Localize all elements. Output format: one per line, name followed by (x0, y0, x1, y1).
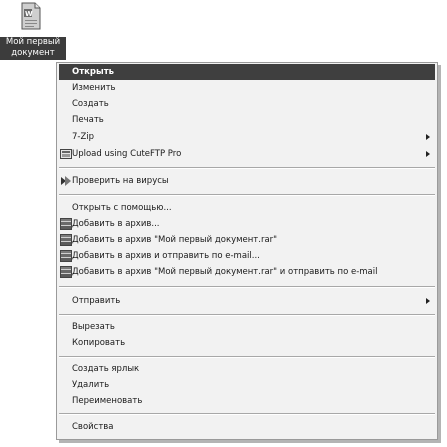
svg-text:W: W (25, 10, 33, 18)
menu-separator (59, 314, 435, 316)
menu-item-label: Upload using CuteFTP Pro (72, 149, 182, 159)
desktop-file-icon[interactable] (0, 0, 68, 62)
winrar-archive-icon (60, 218, 72, 230)
menu-item-edit[interactable] (59, 80, 435, 96)
desktop-icon-label: Мой первый документ (0, 37, 66, 60)
menu-item-cut[interactable] (59, 319, 435, 335)
menu-item-label: Добавить в архив... (72, 219, 160, 229)
menu-item-label: Проверить на вирусы (72, 176, 169, 186)
menu-separator (59, 356, 435, 358)
menu-item-label: 7-Zip (72, 132, 95, 142)
menu-item-new[interactable] (59, 96, 435, 112)
menu-item-label: Удалить (72, 380, 110, 390)
menu-item-label: Копировать (72, 338, 126, 348)
menu-item-label: Создать (72, 99, 109, 109)
menu-item-create-shortcut[interactable] (59, 361, 435, 377)
menu-item-label: Печать (72, 115, 104, 125)
submenu-arrow-icon (426, 151, 430, 157)
menu-item-delete[interactable] (59, 377, 435, 393)
menu-item-label: Добавить в архив "Мой первый документ.rar" и отправить по e-mail (72, 267, 378, 277)
menu-item-label: Изменить (72, 83, 116, 93)
menu-item-label: Переименовать (72, 396, 143, 406)
menu-item-label: Отправить (72, 296, 121, 306)
menu-item-label: Открыть (72, 67, 114, 77)
menu-item-cuteftp[interactable] (59, 146, 435, 162)
menu-separator (59, 413, 435, 415)
winrar-archive-icon (60, 266, 72, 278)
menu-separator (59, 167, 435, 169)
submenu-arrow-icon (426, 134, 430, 140)
menu-separator (59, 194, 435, 196)
context-menu (56, 62, 438, 440)
menu-item-open[interactable] (59, 64, 435, 80)
menu-item-add-archive-email[interactable] (59, 248, 435, 264)
menu-item-print[interactable] (59, 112, 435, 128)
menu-item-label: Создать ярлык (72, 364, 140, 374)
menu-item-virus-scan[interactable] (59, 173, 435, 189)
word-document-icon (20, 2, 42, 30)
antivirus-icon (60, 175, 72, 187)
menu-item-rename[interactable] (59, 393, 435, 409)
menu-item-7zip[interactable] (59, 129, 435, 145)
menu-item-copy[interactable] (59, 335, 435, 351)
menu-item-add-archive[interactable] (59, 216, 435, 232)
menu-item-add-archive-rar-email[interactable] (59, 264, 435, 280)
menu-item-label: Свойства (72, 422, 114, 432)
cuteftp-icon (60, 148, 72, 160)
menu-item-label: Добавить в архив "Мой первый документ.rar" (72, 235, 278, 245)
menu-separator (59, 286, 435, 288)
menu-item-label: Открыть с помощью... (72, 203, 172, 213)
menu-item-label: Вырезать (72, 322, 115, 332)
menu-item-label: Добавить в архив и отправить по e-mail... (72, 251, 260, 261)
menu-item-open-with[interactable] (59, 200, 435, 216)
menu-item-add-archive-rar[interactable] (59, 232, 435, 248)
winrar-archive-icon (60, 234, 72, 246)
winrar-archive-icon (60, 250, 72, 262)
submenu-arrow-icon (426, 298, 430, 304)
menu-item-properties[interactable] (59, 419, 435, 435)
menu-item-send-to[interactable] (59, 293, 435, 309)
